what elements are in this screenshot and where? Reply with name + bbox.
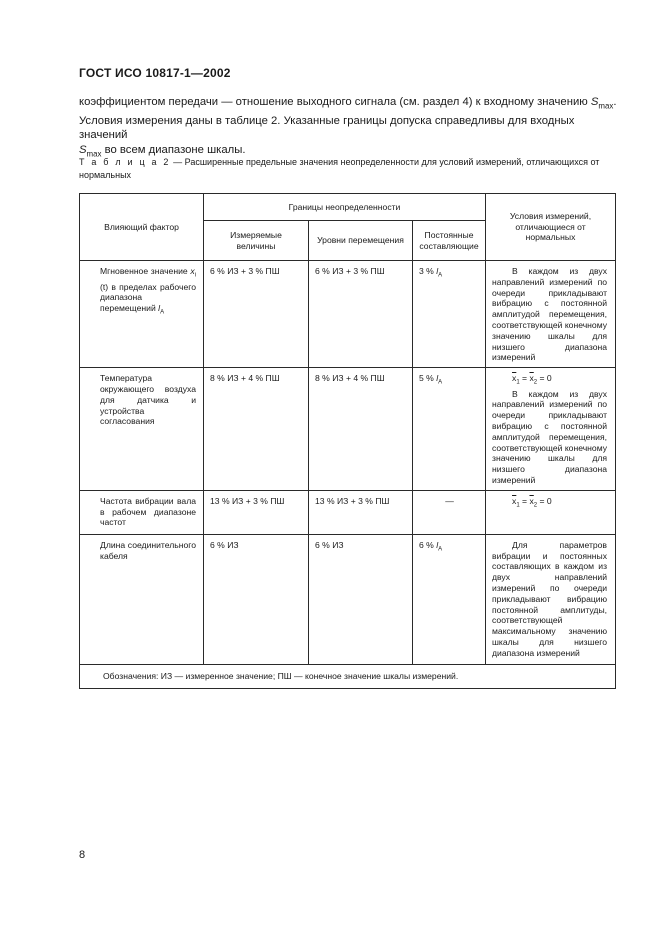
header-levels: Уровни перемещения: [309, 221, 413, 261]
page-number: 8: [79, 849, 86, 861]
symbol-x1: $\overline{x}$: [512, 373, 517, 384]
subscript-a: A: [438, 272, 443, 279]
header-measured: Измеряемые величины: [204, 221, 309, 261]
levels-cell: 13 % ИЗ + 3 % ПШ: [309, 490, 413, 534]
symbol-l: l: [436, 373, 439, 384]
symbol-l: l: [436, 266, 439, 276]
footnote-row: [80, 664, 616, 688]
measured-cell: 6 % ИЗ + 3 % ПШ: [204, 261, 309, 368]
subscript-1: 1: [516, 379, 520, 386]
symbol-x: x: [190, 266, 195, 276]
subscript-max: max: [86, 149, 102, 158]
caption-text: — Расширенные предельные значения неопределенности для условий измерений, отличающихся от нормальных: [79, 157, 600, 180]
conditions-cell: В каждом из двух направлений измерений по очереди прикладывают вибрацию с постоянной амплитудой перемещения, соответствующей конечному значению шкалы для низшего диапазона измерений: [486, 261, 616, 368]
symbol-x1: $\overline{x}$: [512, 495, 517, 506]
formula-end: = 0: [537, 373, 552, 384]
symbol-x2: $\overline{x}$: [529, 495, 534, 506]
symbol-l: l: [158, 303, 161, 314]
header-bounds: Границы неопределенности: [204, 194, 486, 221]
conditions-cell: Для параметров вибрации и постоянных составляющих в каждом из двух направлений измерений по очереди прикладывают вибрацию постоянной амплитуды, соответствующей максимальному значению шкалы для низшего диапазона измерений: [486, 534, 616, 664]
measured-cell: 6 % ИЗ: [204, 534, 309, 664]
measured-cell: 13 % ИЗ + 3 % ПШ: [204, 490, 309, 534]
table-row: [80, 534, 616, 664]
subscript-i: i: [194, 272, 196, 279]
levels-cell: 6 % ИЗ + 3 % ПШ: [309, 261, 413, 368]
subscript-2: 2: [533, 502, 538, 509]
factor-text: (t) в пределах рабочего диапазона перемещений: [100, 281, 196, 314]
table-row: [80, 368, 616, 491]
formula-end: = 0: [537, 495, 552, 506]
symbol-x2: $\overline{x}$: [529, 373, 534, 384]
intro-text: коэффициентом передачи — отношение выходного сигнала (см. раздел 4) к входному значению: [79, 96, 591, 108]
header-row-1: [80, 194, 616, 221]
subscript-a: A: [438, 546, 443, 553]
table-caption: [79, 156, 617, 181]
subscript-1: 1: [516, 502, 520, 509]
conditions-cell: [486, 368, 616, 491]
formula: [492, 373, 607, 389]
constant-text: 6 %: [419, 539, 437, 550]
header-conditions: Условия измерений, отличающиеся от нормальных: [486, 194, 616, 261]
conditions-cell: [486, 490, 616, 534]
subscript-max: max: [598, 101, 614, 111]
constant-cell: [413, 368, 486, 491]
levels-cell: 6 % ИЗ: [309, 534, 413, 664]
header-factor: Влияющий фактор: [80, 194, 204, 261]
symbol-l: l: [436, 539, 439, 550]
factor-cell: Температура окружающего воздуха для датчика и устройства согласования: [80, 368, 204, 491]
document-header: ГОСТ ИСО 10817-1—2002: [79, 66, 231, 80]
constant-cell: —: [413, 490, 486, 534]
equals-sign: =: [519, 495, 530, 506]
intro-line-2: Условия измерения даны в таблице 2. Указанные границы допуска справедливы для входных значений: [79, 114, 575, 142]
factor-cell: [80, 261, 204, 368]
caption-label: Т а б л и ц а 2: [79, 157, 171, 167]
factor-cell: Частота вибрации вала в рабочем диапазоне частот: [80, 490, 204, 534]
intro-line-1: [79, 95, 617, 114]
conditions-text: В каждом из двух направлений измерений по очереди прикладывают вибрацию с постоянной амплитудой перемещения, соответствующей конечному значению шкалы для низшего диапазона измерений: [492, 388, 608, 486]
intro-text: во всем диапазоне шкалы.: [101, 143, 246, 156]
equals-sign: =: [519, 373, 530, 384]
header-constant: Постоянные составляющие: [413, 221, 486, 261]
factor-text: Мгновенное значение: [100, 266, 191, 276]
table-row: [80, 261, 616, 368]
table-footnote: Обозначения: ИЗ — измеренное значение; ПШ — конечное значение шкалы измерений.: [80, 664, 616, 688]
subscript-2: 2: [533, 379, 538, 386]
subscript-a: A: [438, 379, 443, 386]
uncertainty-table: [79, 193, 616, 689]
factor-cell: Длина соединительного кабеля: [80, 534, 204, 664]
constant-cell: [413, 534, 486, 664]
levels-cell: 8 % ИЗ + 4 % ПШ: [309, 368, 413, 491]
measured-cell: 8 % ИЗ + 4 % ПШ: [204, 368, 309, 491]
formula: [492, 496, 607, 512]
constant-text: 5 %: [419, 373, 437, 384]
constant-cell: [413, 261, 486, 368]
intro-text: .: [613, 96, 617, 108]
intro-paragraph: [79, 95, 617, 162]
table-row: [80, 490, 616, 534]
subscript-a: A: [160, 309, 165, 316]
constant-text: 3 %: [419, 266, 437, 276]
symbol-s: S: [590, 96, 599, 108]
symbol-s: S: [79, 143, 87, 156]
